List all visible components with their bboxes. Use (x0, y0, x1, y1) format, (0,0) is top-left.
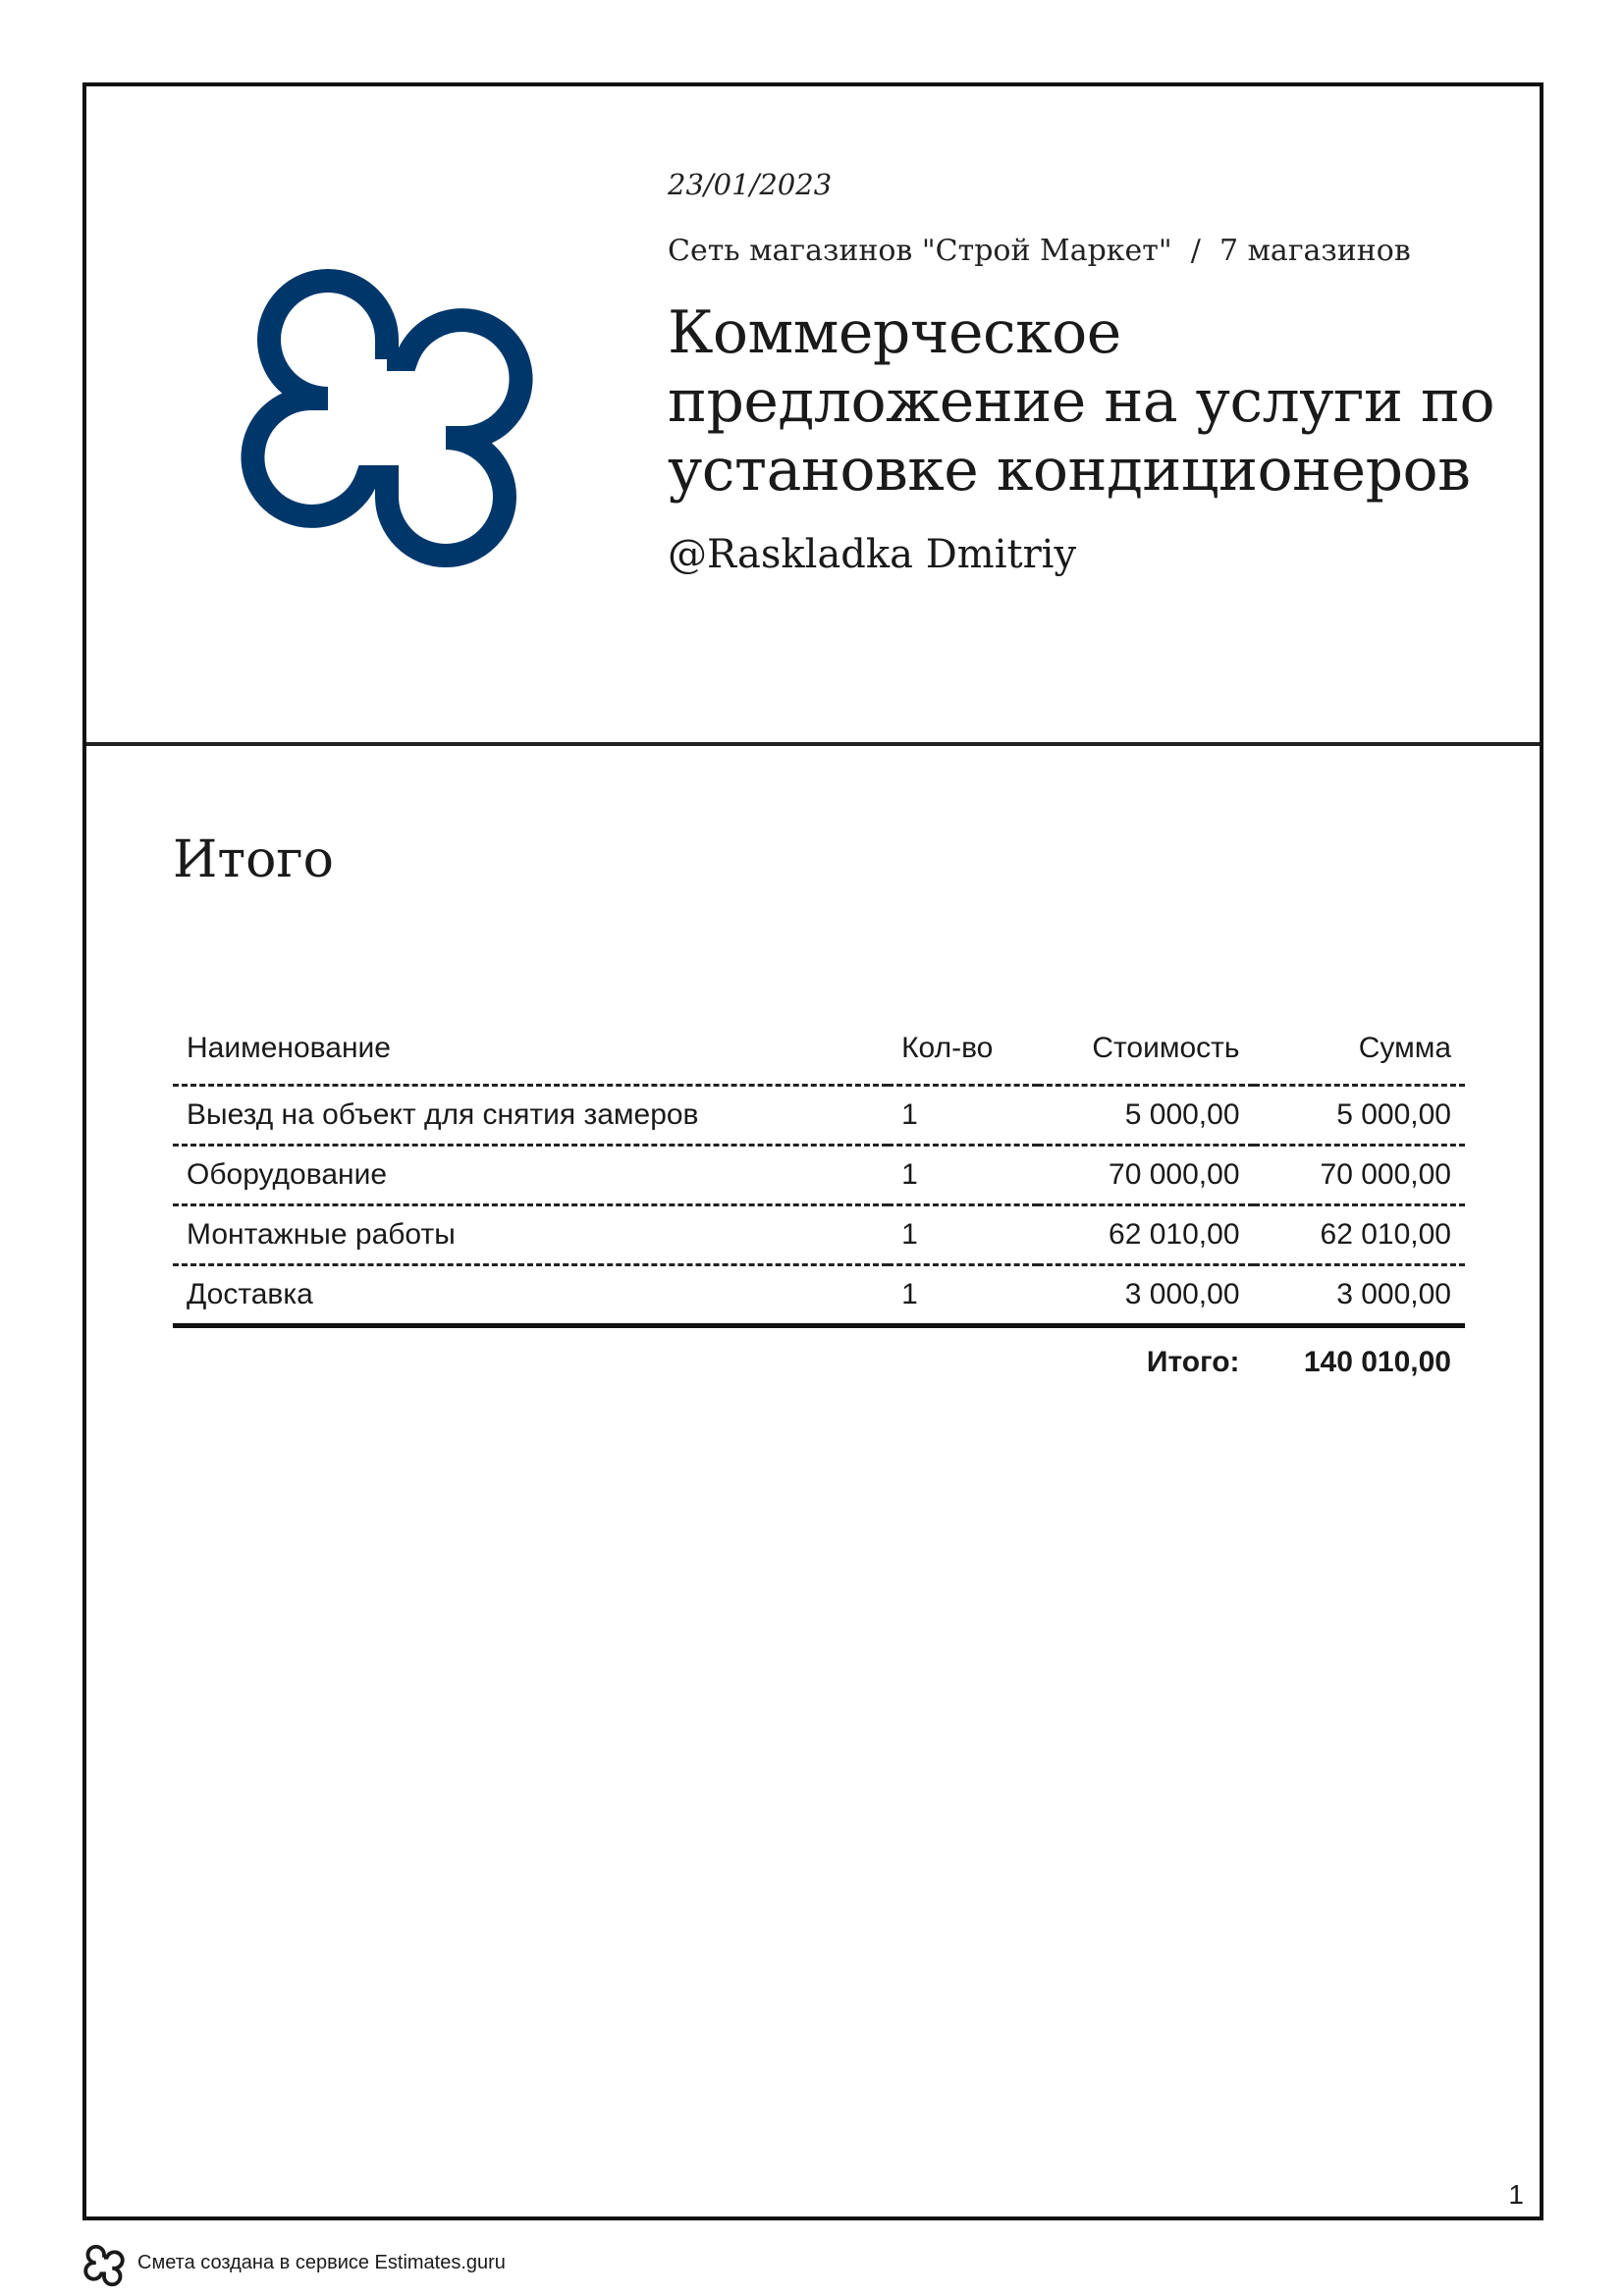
total-spacer (173, 1326, 888, 1398)
total-spacer (888, 1326, 1038, 1398)
row-name: Выезд на объект для снятия замеров (173, 1086, 888, 1146)
page-frame (82, 82, 1543, 2220)
table-header-row (173, 1013, 1465, 1086)
column-header-qty: Кол-во (888, 1013, 1038, 1086)
row-qty: 1 (888, 1086, 1038, 1146)
row-sum: 62 010,00 (1254, 1205, 1465, 1265)
row-name: Оборудование (173, 1146, 888, 1205)
clover-logo-icon (230, 261, 544, 575)
row-qty: 1 (888, 1265, 1038, 1326)
document-date: 23/01/2023 (668, 168, 833, 201)
author-handle: @Raskladka Dmitriy (668, 532, 1077, 577)
document-header (86, 86, 1540, 746)
summary-heading: Итого (173, 830, 334, 889)
summary-table (173, 1013, 1465, 1397)
row-price: 3 000,00 (1038, 1265, 1254, 1326)
table-row (173, 1146, 1465, 1205)
row-name: Монтажные работы (173, 1205, 888, 1265)
row-sum: 3 000,00 (1254, 1265, 1465, 1326)
location-count: 7 магазинов (1218, 234, 1411, 268)
page-title: Коммерческое предложение на услуги по установке кондиционеров (668, 298, 1495, 505)
column-header-price: Стоимость (1038, 1013, 1254, 1086)
page-number: 1 (1508, 2179, 1524, 2210)
row-price: 70 000,00 (1038, 1146, 1254, 1205)
column-header-sum: Сумма (1254, 1013, 1465, 1086)
separator: / (1190, 234, 1201, 268)
clover-logo-small-icon (82, 2244, 126, 2287)
total-value: 140 010,00 (1303, 1346, 1451, 1378)
total-row (173, 1326, 1465, 1398)
table-row (173, 1205, 1465, 1265)
client-name: Сеть магазинов "Строй Маркет" (668, 234, 1172, 268)
row-name: Доставка (173, 1265, 888, 1326)
row-qty: 1 (888, 1205, 1038, 1265)
row-price: 5 000,00 (1038, 1086, 1254, 1146)
table-row (173, 1086, 1465, 1146)
row-qty: 1 (888, 1146, 1038, 1205)
footer-credit-link[interactable]: Смета создана в сервисе Estimates.guru (137, 2252, 506, 2273)
row-sum: 5 000,00 (1254, 1086, 1465, 1146)
row-sum: 70 000,00 (1254, 1146, 1465, 1205)
column-header-name: Наименование (173, 1013, 888, 1086)
client-line (668, 232, 1512, 271)
table-row (173, 1265, 1465, 1326)
total-label: Итого: (1146, 1346, 1240, 1378)
header-text-block (668, 165, 1512, 579)
row-price: 62 010,00 (1038, 1205, 1254, 1265)
